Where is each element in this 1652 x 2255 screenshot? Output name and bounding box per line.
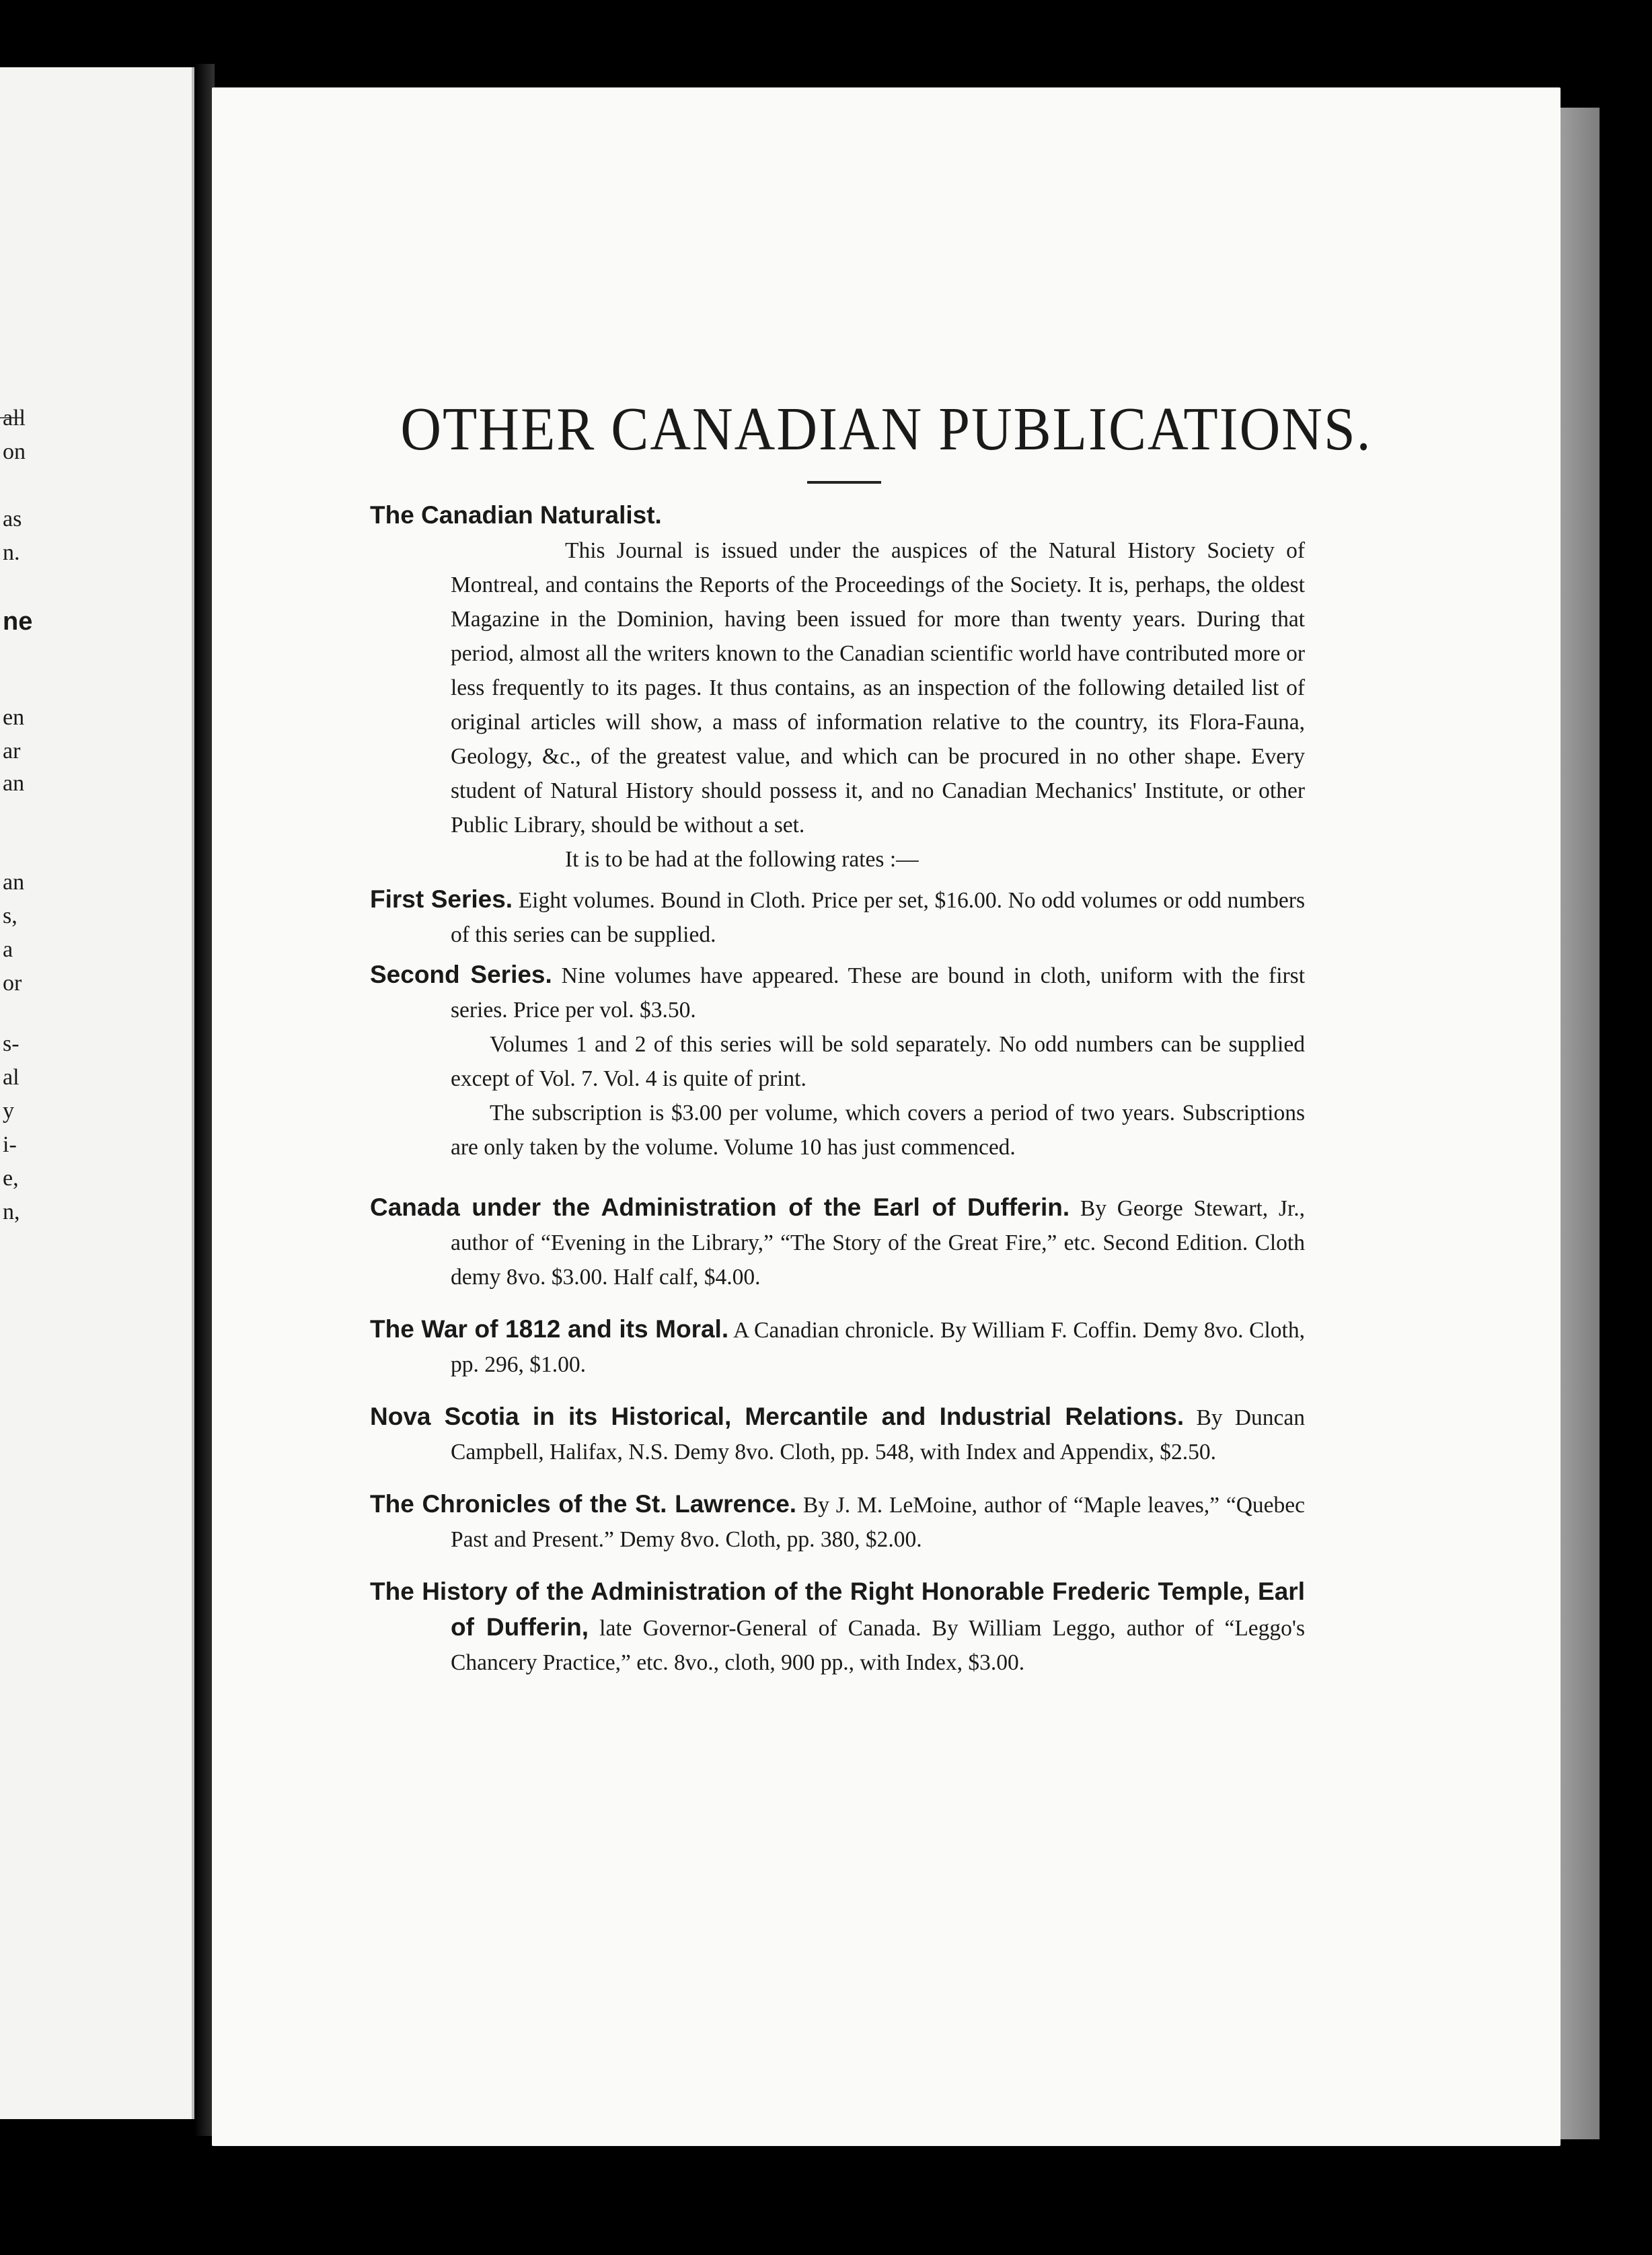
book-description: By J. M. LeMoine, author of “Maple leaves,” “Quebec Past and Present.” Demy 8vo. Cloth, pp. 380, $2.00. [451, 1493, 1305, 1552]
second-series-heading: Second Series. [370, 961, 552, 988]
left-fragment: n, [3, 1199, 20, 1224]
naturalist-description: This Journal is issued under the auspices of the Natural History Society of Montreal, and contains the Reports of the Proceedings of the Society. It is, perhaps, the oldest Magazine in the Dominion, having been issued for more than twenty years. During that period, almost all the writers known to the Canadian scientific world have contributed more or less frequently to its pages. It thus contains, as an inspection of the following detailed list of original articles will show, a mass of information relative to the country, its Flora-Fauna, Geology, &c., of the greatest value, and which can be procured in no other shape. Every student of Natural History should possess it, and no Canadian Mechanics' Institute, or other Public Library, should be without a set. [451, 538, 1305, 838]
book-entry [370, 1487, 1305, 1557]
book-description: A Canadian chronicle. By William F. Coffin. Demy 8vo. Cloth, pp. 296, $1.00. [451, 1318, 1305, 1377]
book-description: late Governor-General of Canada. By William Leggo, author of “Leggo's Chancery Practice,” etc. 8vo., cloth, 900 pp., with Index, $3.00. [451, 1616, 1305, 1675]
advertisement-page [212, 87, 1561, 2146]
left-fragment: as [3, 507, 22, 531]
naturalist-entry [370, 498, 1305, 877]
book-heading: The War of 1812 and its Moral. [370, 1315, 729, 1343]
left-fragment: ar [3, 739, 21, 764]
left-page-edge [0, 67, 194, 2119]
book-description: By George Stewart, Jr., author of “Evening in the Library,” “The Story of the Great Fire,” etc. Second Edition. Cloth demy 8vo. $3.00. Half calf, $4.00. [451, 1196, 1305, 1290]
first-series-text: Eight volumes. Bound in Cloth. Price per set, $16.00. No odd volumes or odd numbers of this series can be supplied. [451, 888, 1305, 947]
book-heading: The History of the Administration of the Right Honorable Frederic Temple, Earl of Dufferin, [370, 1578, 1305, 1641]
left-fragment: on [3, 439, 26, 464]
left-fragment: e, [3, 1166, 19, 1191]
book-entry [370, 1312, 1305, 1382]
book-entry [370, 1574, 1305, 1680]
left-fragment: al [3, 1065, 20, 1090]
left-fragment: n. [3, 540, 20, 565]
left-fragment: i- [3, 1132, 17, 1157]
left-fragment: a [3, 937, 13, 962]
subscription-note: The subscription is $3.00 per volume, which covers a period of two years. Subscriptions are only taken by the volume. Volume 10 has just commenced. [451, 1101, 1305, 1160]
naturalist-heading: The Canadian Naturalist. [370, 501, 662, 529]
left-fragment: s, [3, 903, 17, 928]
left-fragment: all [3, 406, 26, 431]
left-fragment: an [3, 870, 25, 895]
first-series-heading: First Series. [370, 885, 513, 913]
title-divider [807, 481, 881, 484]
publication-list [370, 498, 1305, 1680]
left-fragment: ne [3, 607, 33, 636]
second-series-text: Nine volumes have appeared. These are bound in cloth, uniform with the first series. Price per vol. $3.50. [451, 963, 1305, 1023]
left-fragment: an [3, 771, 25, 796]
book-heading: Nova Scotia in its Historical, Mercantile and Industrial Relations. [370, 1403, 1185, 1430]
book-heading: The Chronicles of the St. Lawrence. [370, 1490, 797, 1518]
left-fragment: y [3, 1099, 14, 1123]
left-fragment: or [3, 971, 22, 996]
book-description: By Duncan Campbell, Halifax, N.S. Demy 8vo. Cloth, pp. 548, with Index and Appendix, $2.50. [451, 1405, 1305, 1465]
left-fragment: en [3, 705, 25, 730]
page-title: OTHER CANADIAN PUBLICATIONS. [400, 396, 1372, 464]
book-heading: Canada under the Administration of the Earl of Dufferin. [370, 1193, 1070, 1221]
second-series-note: Volumes 1 and 2 of this series will be sold separately. No odd numbers can be supplied except of Vol. 7. Vol. 4 is quite of print. [451, 1032, 1305, 1091]
book-entry [370, 1399, 1305, 1469]
naturalist-rates-intro: It is to be had at the following rates :— [565, 847, 919, 872]
left-fragment: s- [3, 1031, 20, 1056]
second-series-entry [370, 957, 1305, 1027]
first-series-entry [370, 882, 1305, 952]
book-entry [370, 1190, 1305, 1294]
page-edge-strip [1559, 108, 1600, 2139]
